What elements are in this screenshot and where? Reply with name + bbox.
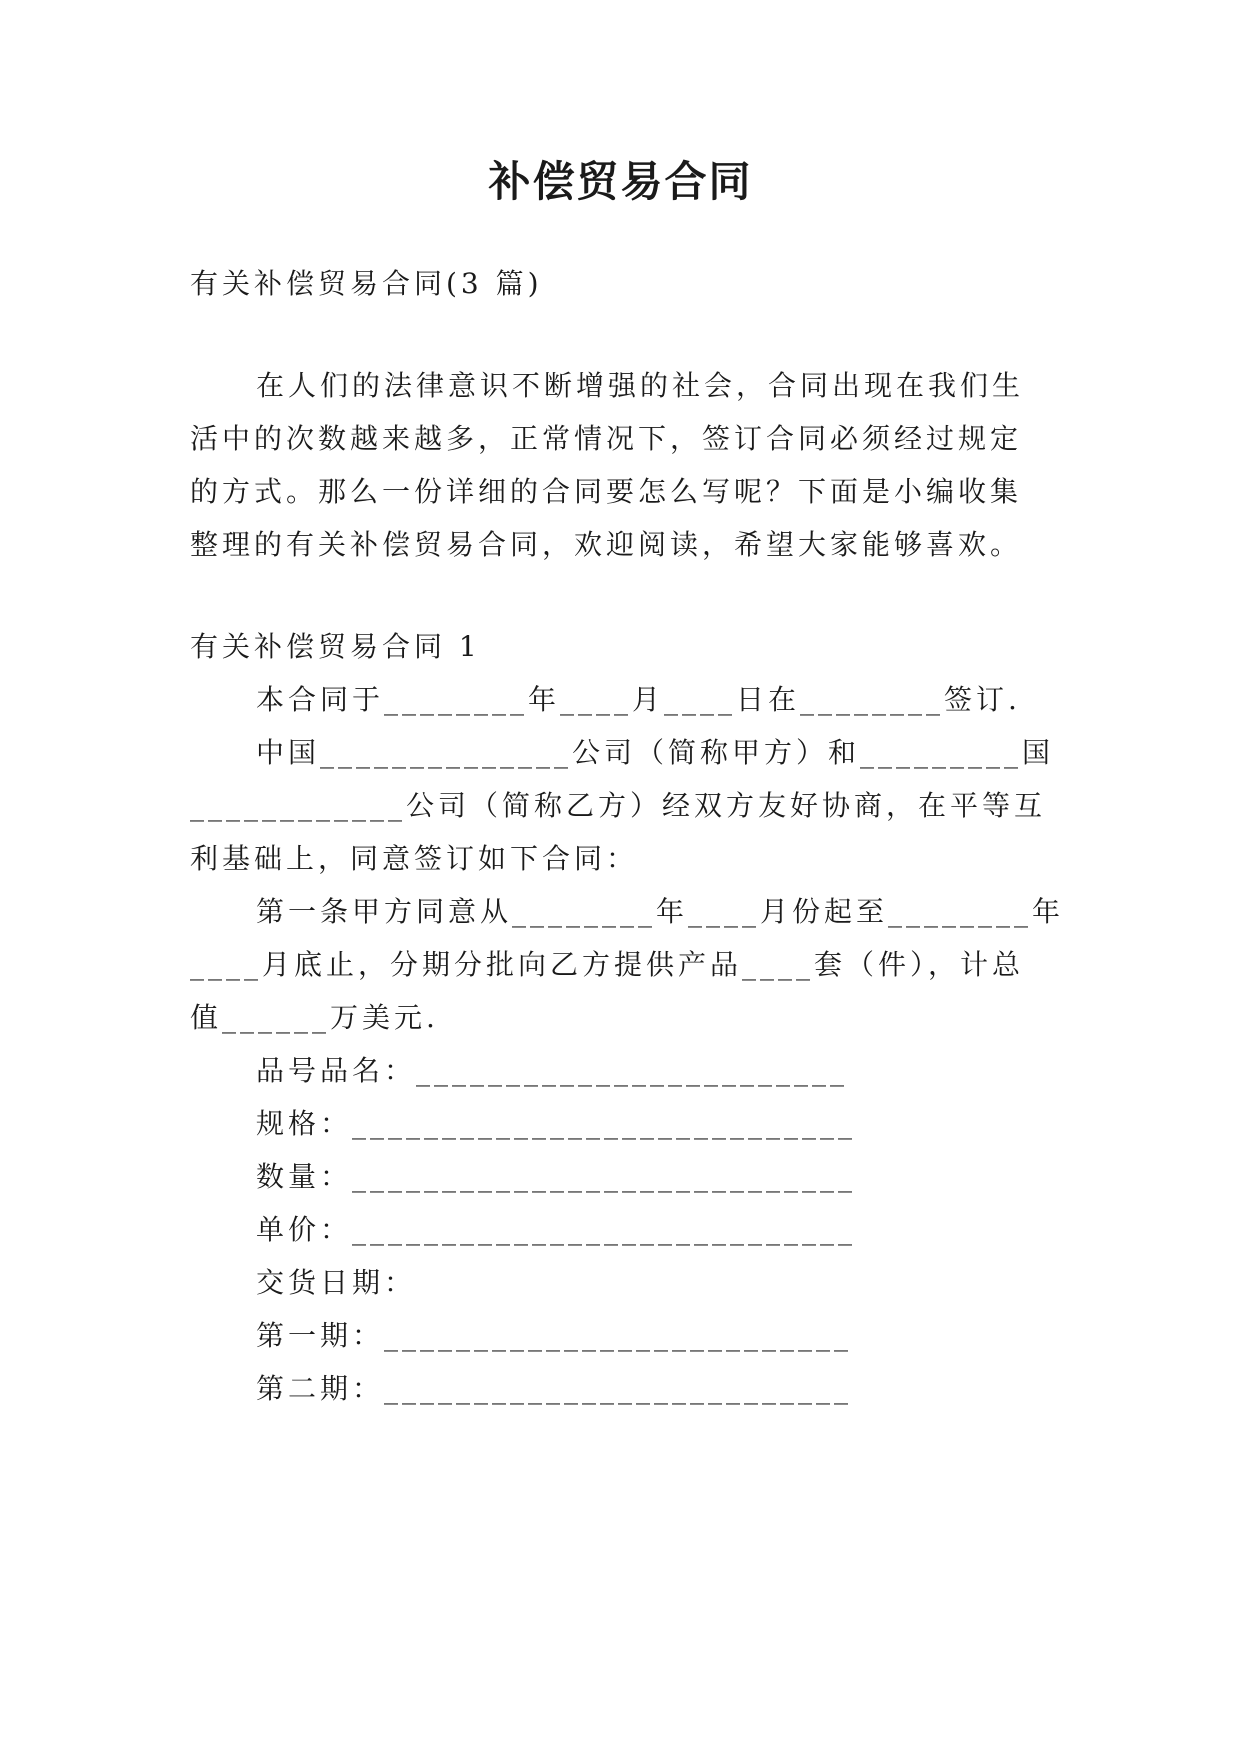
intro-line: 在人们的法律意识不断增强的社会，合同出现在我们生 — [256, 369, 1025, 402]
body-line: 利基础上，同意签订如下合同： — [190, 842, 639, 875]
intro-line: 活中的次数越来越多，正常情况下，签订合同必须经过规定 — [190, 422, 1023, 455]
body-line: 第一条甲方同意从________年____月份起至________年 — [256, 895, 1065, 928]
body-line: 中国______________公司（简称甲方）和_________国 — [256, 736, 1055, 769]
form-field-line: 品号品名：________________________ — [256, 1054, 849, 1087]
intro-line: 整理的有关补偿贸易合同，欢迎阅读，希望大家能够喜欢。 — [190, 528, 1023, 561]
body-line: 本合同于________年____月____日在________签订. — [256, 683, 1021, 716]
form-field-line: 规格：____________________________ — [256, 1107, 857, 1140]
intro-line: 的方式。那么一份详细的合同要怎么写呢？下面是小编收集 — [190, 475, 1023, 508]
body-line: 值______万美元. — [190, 1001, 439, 1034]
form-field-line: 单价：____________________________ — [256, 1213, 857, 1246]
section-heading: 有关补偿贸易合同 1 — [190, 630, 481, 663]
document-title: 补偿贸易合同 — [488, 157, 753, 206]
form-field-line: 第二期：__________________________ — [256, 1372, 853, 1405]
form-field-line: 交货日期： — [256, 1266, 417, 1299]
body-line: ____月底止，分期分批向乙方提供产品____套（件），计总 — [190, 948, 1025, 981]
document-subtitle: 有关补偿贸易合同(3 篇) — [190, 267, 543, 300]
form-field-line: 数量：____________________________ — [256, 1160, 857, 1193]
form-field-line: 第一期：__________________________ — [256, 1319, 853, 1352]
body-line: ____________公司（简称乙方）经双方友好协商，在平等互 — [190, 789, 1047, 822]
